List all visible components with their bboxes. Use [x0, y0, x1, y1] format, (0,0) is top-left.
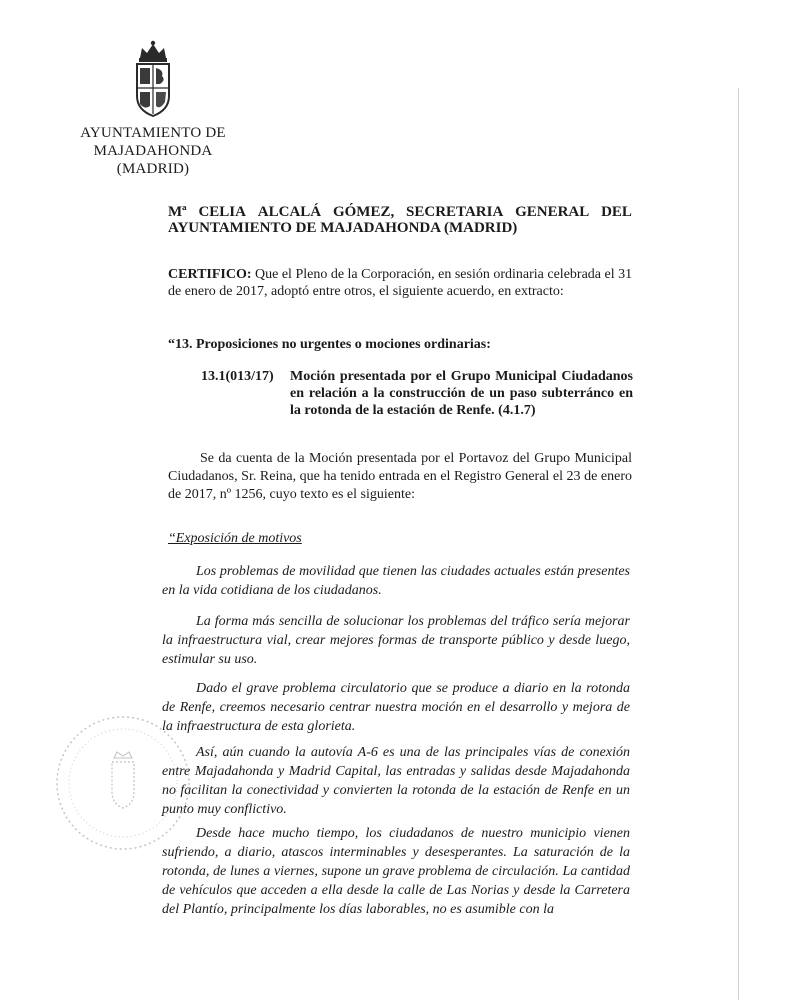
motion-title: Moción presentada por el Grupo Municipal Ciudadanos en relación a la construcción de un paso subterránco en la rotonda de la estación de Renfe. (4.1.7)	[290, 369, 633, 418]
certificate-title	[168, 204, 632, 236]
certifico-paragraph	[168, 266, 634, 300]
header-org-line-2: MAJADAHONDA	[93, 143, 213, 159]
coat-of-arms-icon	[128, 40, 178, 120]
title-word: CELIA	[198, 204, 246, 220]
certifico-label: CERTIFICO:	[168, 267, 252, 282]
body-paragraph-3: Dado el grave problema circulatorio que se produce a diario en la rotonda de Renfe, creemos necesario centrar nuestra moción en el desarrollo y mejora de la infraestructura de esta glorieta.	[162, 681, 630, 734]
title-word: ALCALÁ	[257, 204, 322, 220]
page-edge-line	[738, 88, 739, 1000]
intro-paragraph: Se da cuenta de la Moción presentada por el Portavoz del Grupo Municipal Ciudadanos, Sr. Reina, que ha tenido entrada en el Registro General el 23 de enero de 2017, nº 1256, cuyo texto es el siguiente:	[168, 451, 632, 502]
body-paragraph-5: Desde hace mucho tiempo, los ciudadanos de nuestro municipio vienen sufriendo, a diario, atascos interminables y desesperantes. La saturación de la rotonda, de lunes a viernes, supone un grave problema de circulación. La cantidad de vehículos que acceden a ella desde la calle de Las Norias y desde la Carretera del Plantío, principalmente los días laborables, no es asumible con la	[162, 826, 630, 917]
header-org-line-3: (MADRID)	[116, 161, 190, 177]
exposicion-heading: “Exposición de motivos	[168, 531, 302, 546]
header-org-line-1: AYUNTAMIENTO DE	[80, 125, 226, 141]
title-word: SECRETARIA	[406, 204, 504, 220]
motion-number: 13.1(013/17)	[201, 369, 274, 384]
certifico-text: Que el Pleno de la Corporación, en sesión ordinaria celebrada el 31 de enero de 2017, adoptó entre otros, el siguiente acuerdo, en extracto:	[168, 267, 633, 299]
title-word: DEL	[601, 204, 632, 220]
body-paragraph-4: Así, aún cuando la autovía A-6 es una de las principales vías de conexión entre Majadahonda y Madrid Capital, las entradas y salidas desde Majadahonda no facilitan la conectividad y convierten la rotonda de la estación de Renfe en un punto muy conflictivo.	[162, 745, 630, 817]
body-paragraph-1: Los problemas de movilidad que tienen las ciudades actuales están presentes en la vida cotidiana de los ciudadanos.	[162, 564, 630, 598]
title-word: GÓMEZ,	[332, 204, 395, 220]
title-line-1	[168, 204, 632, 220]
embossed-seal-icon	[52, 712, 194, 854]
title-word: Mª	[168, 204, 187, 220]
title-word: GENERAL	[515, 204, 590, 220]
municipality-header	[78, 124, 228, 178]
body-paragraph-2: La forma más sencilla de solucionar los problemas del tráfico sería mejorar la infraestructura vial, crear mejores formas de transporte público y desde luego, estimular su uso.	[162, 614, 630, 667]
section-heading: “13. Proposiciones no urgentes o mociones ordinarias:	[168, 337, 491, 352]
title-line-2: AYUNTAMIENTO DE MAJADAHONDA (MADRID)	[168, 220, 518, 236]
